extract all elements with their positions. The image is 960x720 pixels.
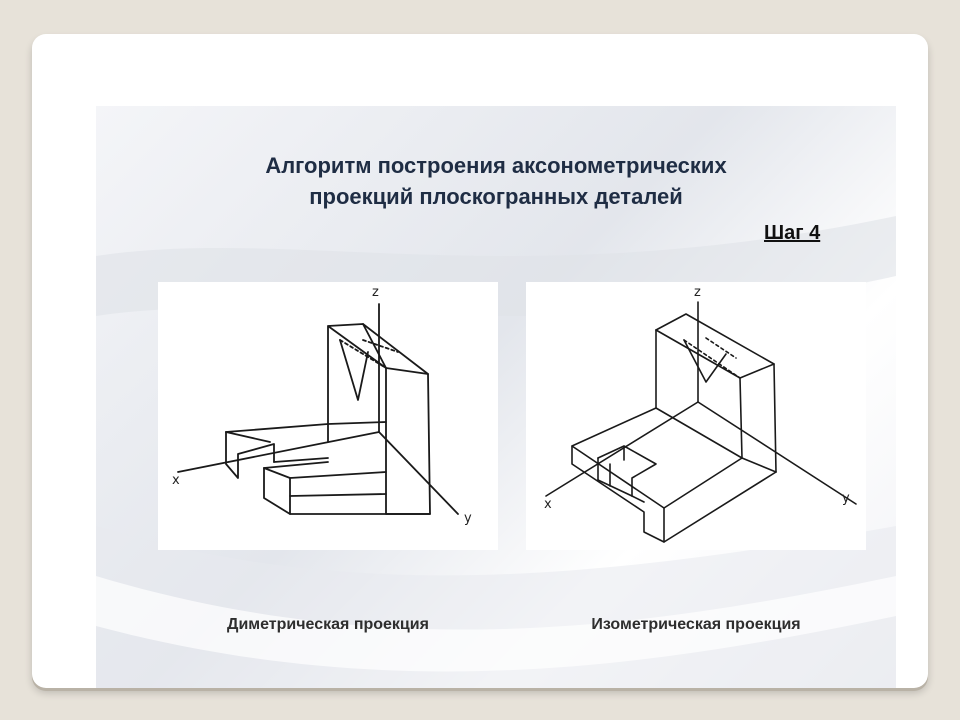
isometric-x-axis [546,402,698,496]
step-label: Шаг 4 [764,222,821,244]
dimetric-drawing [158,282,498,550]
dimetric-caption: Диметрическая проекция [227,616,429,633]
isometric-top-cutout [684,340,726,382]
title-line-1: Алгоритм построения аксонометрических [265,153,727,178]
slide-title [96,150,896,212]
dimetric-z-label: z [372,285,379,300]
isometric-z-label: z [694,285,701,300]
isometric-drawing-panel [526,282,866,550]
isometric-tall-block [656,314,776,472]
title-line-2: проекций плоскогранных деталей [309,184,683,209]
dimetric-drawing-panel [158,282,498,550]
isometric-drawing [526,282,866,550]
isometric-x-label: x [544,497,552,512]
slide [96,106,896,688]
dimetric-x-label: x [172,473,180,488]
slide-card [32,34,928,688]
dimetric-top-cutout [340,340,368,400]
isometric-y-label: y [842,491,850,506]
dimetric-y-label: y [464,511,472,526]
isometric-caption: Изометрическая проекция [591,616,801,633]
dimetric-y-axis [379,432,458,514]
isometric-y-axis [698,402,856,504]
isometric-notch [598,446,656,496]
